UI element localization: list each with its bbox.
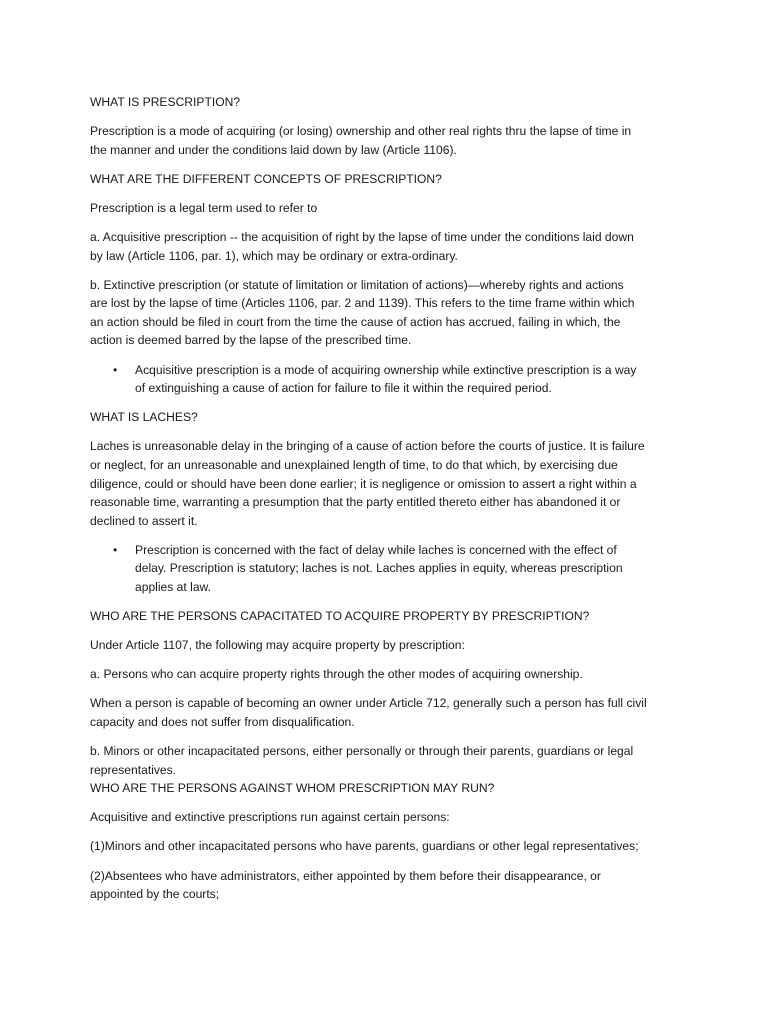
text-line: action is deemed barred by the lapse of the prescribed time. (90, 333, 412, 348)
text-line: (1)Minors and other incapacitated persons who have parents, guardians or other legal representatives; (90, 839, 639, 854)
paragraph (90, 276, 680, 350)
text-line: Acquisitive prescription is a mode of acquiring ownership while extinctive prescription is a way (135, 362, 637, 377)
section-heading (90, 93, 680, 112)
text-line: WHAT IS PRESCRIPTION? (90, 95, 241, 109)
text-line: Prescription is concerned with the fact of delay while laches is concerned with the effect of (135, 542, 617, 557)
text-line: b. Minors or other incapacitated persons, either personally or through their parents, guardians or legal (90, 744, 634, 759)
text-line: reasonable time, warranting a presumption that the party entitled thereto either has abandoned it or (90, 495, 621, 510)
text-line: WHO ARE THE PERSONS CAPACITATED TO ACQUIRE PROPERTY BY PRESCRIPTION? (90, 609, 590, 624)
text-line: or neglect, for an unreasonable and unexplained length of time, to do that which, by exercising due (90, 457, 618, 472)
bullet-icon: • (113, 362, 118, 377)
text-line: diligence, could or should have been done earlier; it is negligence or omission to assert a right within a (90, 476, 637, 491)
text-line: Acquisitive and extinctive prescriptions run against certain persons: (90, 810, 450, 825)
text-line: Under Article 1107, the following may acquire property by prescription: (90, 638, 465, 653)
text-line: WHO ARE THE PERSONS AGAINST WHOM PRESCRIPTION MAY RUN? (90, 781, 495, 796)
section-heading (90, 408, 680, 427)
text-line: representatives. (90, 762, 177, 777)
paragraph (90, 228, 680, 265)
text-line: a. Persons who can acquire property rights through the other modes of acquiring ownership. (90, 667, 583, 682)
text-line: Prescription is a mode of acquiring (or losing) ownership and other real rights thru the lapse of time in (90, 124, 632, 139)
paragraph (90, 437, 680, 530)
text-line: appointed by the courts; (90, 887, 220, 902)
text-line: b. Extinctive prescription (or statute of limitation or limitation of actions)—whereby rights and actions (90, 277, 624, 292)
text-line: a. Acquisitive prescription -- the acquisition of right by the lapse of time under the conditions laid down (90, 229, 634, 244)
text-line: an action should be filed in court from the time the cause of action has accrued, failing in which, the (90, 314, 621, 329)
paragraph (90, 665, 680, 684)
text-line: declined to assert it. (90, 513, 198, 528)
text-line: When a person is capable of becoming an owner under Article 712, generally such a person has full civil (90, 696, 647, 711)
text-line: Prescription is a legal term used to refer to (90, 200, 318, 215)
text-line: (2)Absentees who have administrators, either appointed by them before their disappearance, or (90, 868, 601, 883)
bullet-icon: • (113, 542, 118, 557)
section-heading (90, 170, 680, 189)
text-line: the manner and under the conditions laid down by law (Article 1106). (90, 142, 457, 157)
paragraph (90, 199, 680, 218)
text-line: of extinguishing a cause of action for failure to file it within the required period. (135, 381, 552, 396)
paragraph (90, 837, 680, 856)
bullet-item (90, 361, 680, 398)
text-line: are lost by the lapse of time (Articles 1106, par. 2 and 1139). This refers to the time frame within which (90, 296, 635, 311)
section-heading (90, 779, 680, 798)
section-heading (90, 607, 680, 626)
bullet-item (90, 541, 680, 597)
paragraph (90, 694, 680, 731)
paragraph (90, 742, 680, 779)
text-line: WHAT IS LACHES? (90, 410, 198, 425)
text-line: capacity and does not suffer from disqualification. (90, 714, 355, 729)
paragraph (90, 808, 680, 827)
paragraph (90, 122, 680, 159)
text-line: WHAT ARE THE DIFFERENT CONCEPTS OF PRESCRIPTION? (90, 171, 442, 186)
paragraph (90, 636, 680, 655)
text-line: delay. Prescription is statutory; laches is not. Laches applies in equity, whereas prescription (135, 561, 623, 576)
text-line: by law (Article 1106, par. 1), which may be ordinary or extra-ordinary. (90, 248, 458, 263)
document-page (90, 93, 680, 914)
text-line: applies at law. (135, 579, 211, 594)
text-line: Laches is unreasonable delay in the bringing of a cause of action before the courts of justice. It is failure (90, 439, 645, 454)
paragraph (90, 867, 680, 904)
